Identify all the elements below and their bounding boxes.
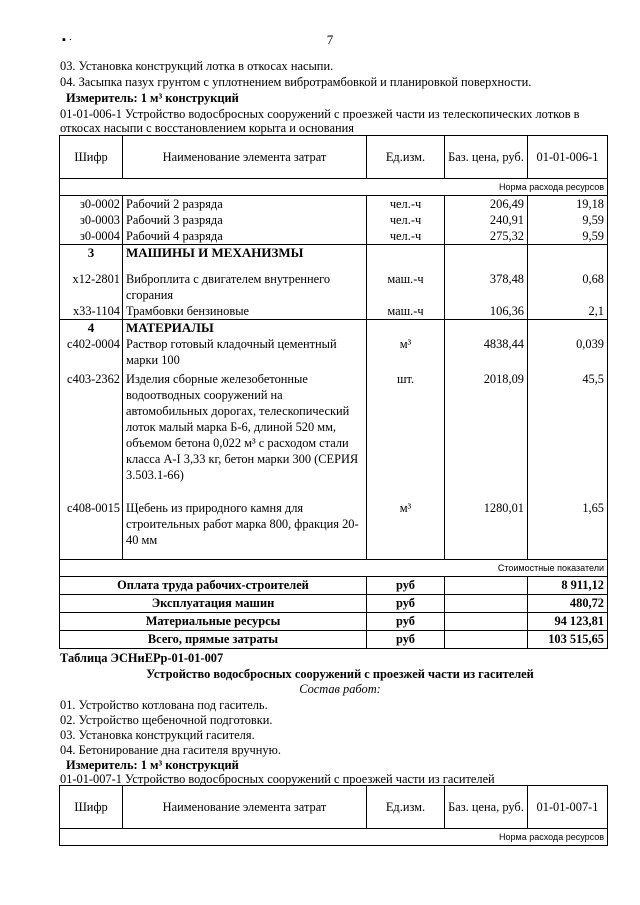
row-unit: маш.-ч — [367, 261, 445, 303]
table-header-row — [60, 786, 608, 829]
measure-unit-1: Измеритель: 1 м³ конструкций — [66, 91, 239, 105]
row-price: 378,48 — [445, 261, 528, 303]
total-value: 8 911,12 — [528, 577, 608, 595]
row-name: Виброплита с двигателем внутреннего сгорания — [123, 261, 367, 303]
total-row — [60, 577, 608, 595]
item-title-line-1: 01-01-006-1 Устройство водосбросных сооружений с проезжей части из телескопических лотков в — [60, 107, 580, 121]
header-code: Шифр — [60, 786, 123, 829]
table-row — [60, 303, 608, 320]
work-item: 04. Бетонирование дна гасителя вручную. — [60, 743, 281, 757]
table-row — [60, 196, 608, 213]
row-price: 1280,01 — [445, 483, 528, 551]
row-name: Изделия сборные железобетонные водоотводных сооружений на автомобильных дорогах, телескопический лоток малый марка Б-6, длиной 520 мм, объемом бетона 0,022 м³ с расходом стали класса А-I 3,33 кг, бетон марки 300 (СЕРИЯ 3.503.1-66) — [123, 368, 367, 483]
total-name: Материальные ресурсы — [60, 613, 367, 631]
row-name: Рабочий 2 разряда — [123, 196, 367, 213]
row-name: Щебень из природного камня для строительных работ марка 800, фракция 20-40 мм — [123, 483, 367, 551]
total-row — [60, 631, 608, 649]
work-item: 02. Устройство щебеночной подготовки. — [60, 713, 273, 727]
row-norm: 9,59 — [528, 228, 608, 245]
row-price: 4838,44 — [445, 336, 528, 368]
row-unit: шт. — [367, 368, 445, 483]
work-item: 03. Установка конструкций гасителя. — [60, 728, 255, 742]
section-row-materials — [60, 320, 608, 337]
total-value: 480,72 — [528, 595, 608, 613]
total-name: Всего, прямые затраты — [60, 631, 367, 649]
header-code: Шифр — [60, 136, 123, 179]
header-item: 01-01-006-1 — [528, 136, 608, 179]
header-unit: Ед.изм. — [367, 136, 445, 179]
total-unit: руб — [367, 631, 445, 649]
cost-label: Стоимостные показатели — [60, 560, 608, 577]
row-unit: чел.-ч — [367, 212, 445, 228]
row-code: с403-2362 — [60, 368, 123, 483]
row-price: 106,36 — [445, 303, 528, 320]
header-name: Наименование элемента затрат — [123, 786, 367, 829]
norm-label: Норма расхода ресурсов — [60, 829, 608, 846]
section-title: МАТЕРИАЛЫ — [123, 320, 367, 337]
total-value: 103 515,65 — [528, 631, 608, 649]
row-price: 240,91 — [445, 212, 528, 228]
page-number: 7 — [326, 32, 334, 47]
row-name: Рабочий 3 разряда — [123, 212, 367, 228]
row-code: з0-0002 — [60, 196, 123, 213]
table-row — [60, 261, 608, 303]
row-norm: 0,68 — [528, 261, 608, 303]
cost-row — [60, 560, 608, 577]
table-row — [60, 483, 608, 551]
norm-label: Норма расхода ресурсов — [60, 179, 608, 196]
section-number: 3 — [60, 245, 123, 262]
section-title: МАШИНЫ И МЕХАНИЗМЫ — [123, 245, 367, 262]
section-row-machines — [60, 245, 608, 262]
total-value: 94 123,81 — [528, 613, 608, 631]
table-row — [60, 228, 608, 245]
header-price: Баз. цена, руб. — [445, 786, 528, 829]
works-caption: Состав работ: — [299, 682, 381, 696]
row-code: с408-0015 — [60, 483, 123, 551]
work-item-04: 04. Засыпка пазух грунтом с уплотнением вибротрамбовкой и планировкой поверхности. — [60, 75, 532, 89]
row-name: Трамбовки бензиновые — [123, 303, 367, 320]
header-unit: Ед.изм. — [367, 786, 445, 829]
table2-subtitle: Устройство водосбросных сооружений с проезжей части из гасителей — [146, 667, 534, 681]
row-code: с402-0004 — [60, 336, 123, 368]
row-code: з0-0003 — [60, 212, 123, 228]
table-header-row — [60, 136, 608, 179]
row-norm: 19,18 — [528, 196, 608, 213]
row-unit: чел.-ч — [367, 228, 445, 245]
total-row — [60, 613, 608, 631]
row-unit: чел.-ч — [367, 196, 445, 213]
total-name: Оплата труда рабочих-строителей — [60, 577, 367, 595]
norm-row — [60, 829, 608, 846]
row-unit: м³ — [367, 336, 445, 368]
row-code: з0-0004 — [60, 228, 123, 245]
total-unit: руб — [367, 595, 445, 613]
resource-table-1 — [59, 135, 608, 649]
table-row — [60, 336, 608, 368]
row-name: Рабочий 4 разряда — [123, 228, 367, 245]
row-price: 206,49 — [445, 196, 528, 213]
row-code: х33-1104 — [60, 303, 123, 320]
measure-unit-2: Измеритель: 1 м³ конструкций — [66, 758, 239, 772]
table-row — [60, 368, 608, 483]
spacer-row — [60, 551, 608, 560]
item-title-line-2: откосах насыпи с восстановлением корыта и основания — [60, 121, 354, 135]
section-number: 4 — [60, 320, 123, 337]
row-norm: 2,1 — [528, 303, 608, 320]
header-price: Баз. цена, руб. — [445, 136, 528, 179]
work-item-03: 03. Установка конструкций лотка в откосах насыпи. — [60, 59, 334, 73]
total-row — [60, 595, 608, 613]
total-name: Эксплуатация машин — [60, 595, 367, 613]
table-row — [60, 212, 608, 228]
row-norm: 45,5 — [528, 368, 608, 483]
row-code: х12-2801 — [60, 261, 123, 303]
scan-marks: ▪ · — [62, 34, 73, 46]
total-unit: руб — [367, 613, 445, 631]
item2-title: 01-01-007-1 Устройство водосбросных сооружений с проезжей части из гасителей — [60, 772, 495, 786]
header-name: Наименование элемента затрат — [123, 136, 367, 179]
row-price: 2018,09 — [445, 368, 528, 483]
row-norm: 1,65 — [528, 483, 608, 551]
table2-title: Таблица ЭСНиЕРр-01-01-007 — [60, 651, 224, 665]
row-norm: 9,59 — [528, 212, 608, 228]
row-unit: маш.-ч — [367, 303, 445, 320]
work-item: 01. Устройство котлована под гаситель. — [60, 698, 268, 712]
row-name: Раствор готовый кладочный цементный марки 100 — [123, 336, 367, 368]
row-norm: 0,039 — [528, 336, 608, 368]
header-item: 01-01-007-1 — [528, 786, 608, 829]
resource-table-2 — [59, 785, 608, 846]
norm-row — [60, 179, 608, 196]
total-unit: руб — [367, 577, 445, 595]
row-unit: м³ — [367, 483, 445, 551]
row-price: 275,32 — [445, 228, 528, 245]
